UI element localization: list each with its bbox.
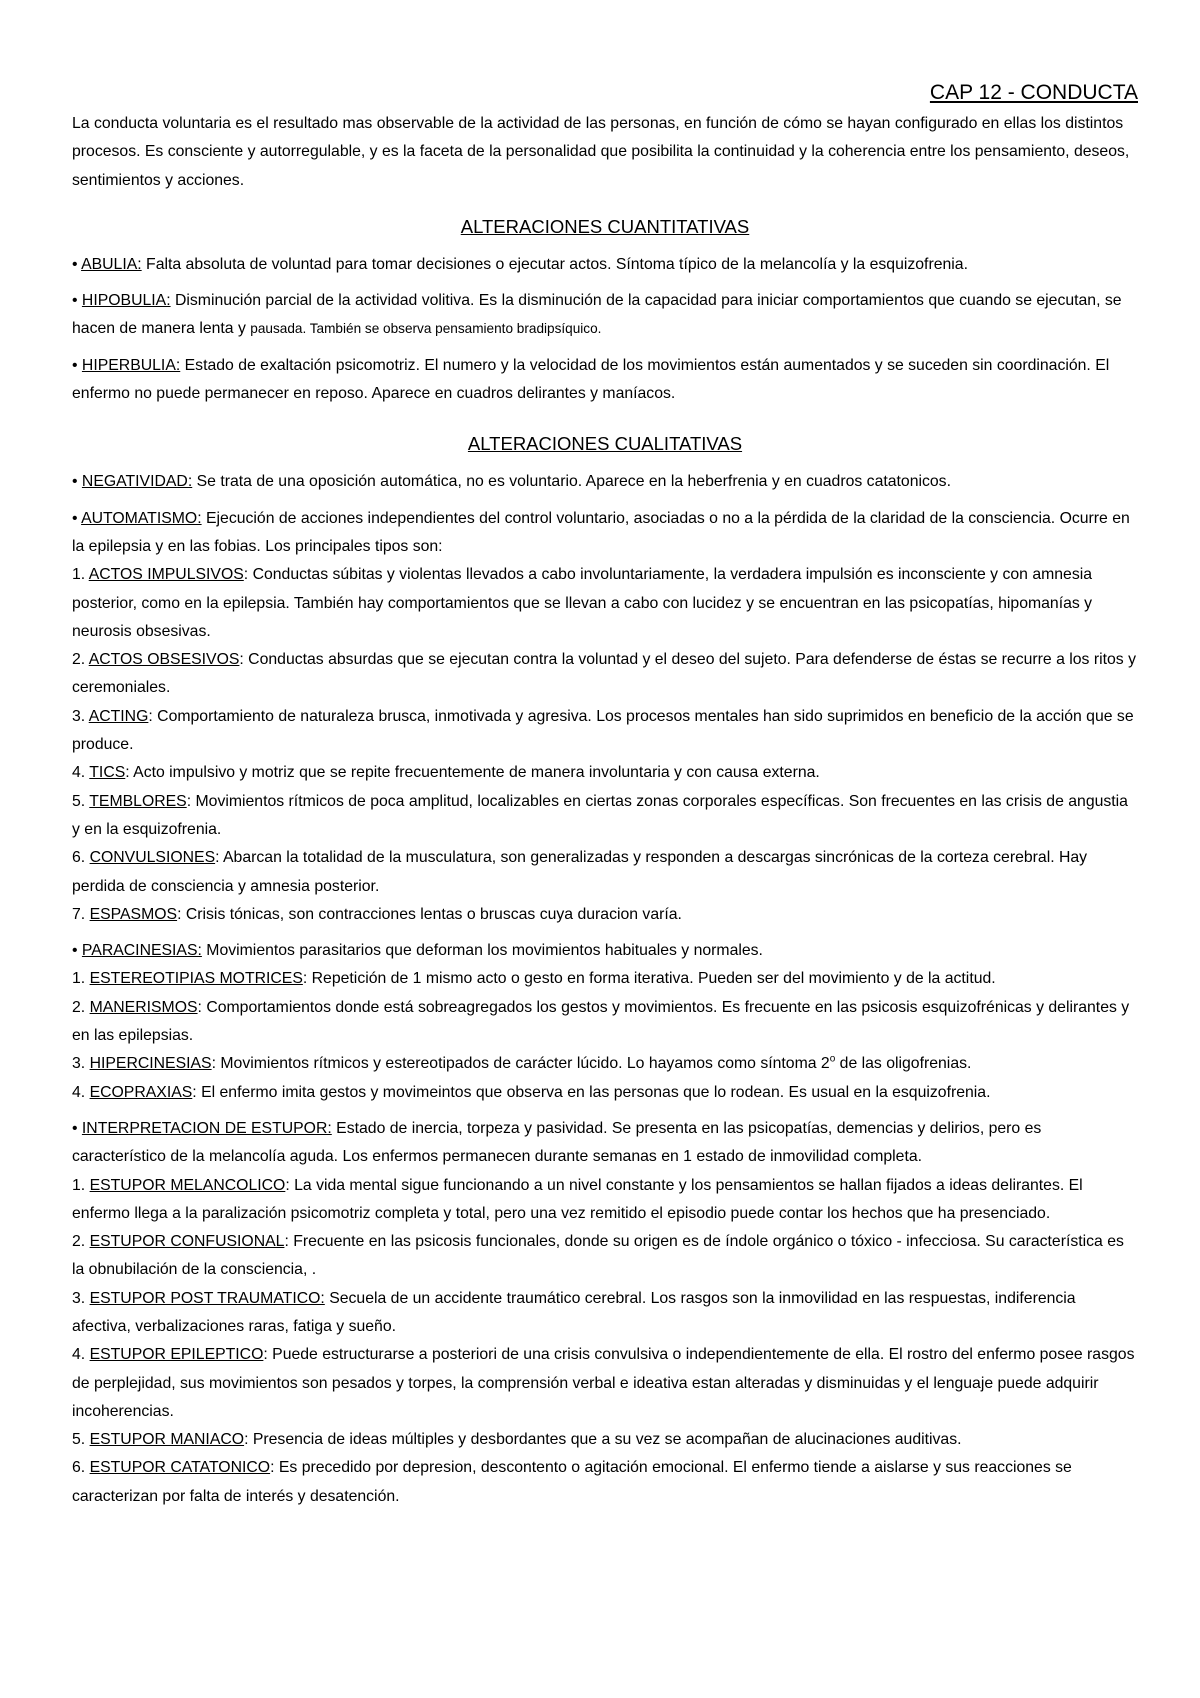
definition-hipobulia: Disminución parcial de la actividad volitiva. Es la disminución de la capacidad para iniciar comportamientos que cuando se ejecutan, se hacen de manera lenta y	[72, 292, 1122, 338]
list-item	[72, 1228, 1138, 1285]
entry-abulia-line	[72, 251, 1138, 279]
entry-negatividad-line	[72, 468, 1138, 496]
intro-paragraph: La conducta voluntaria es el resultado mas observable de la actividad de las personas, en función de cómo se hayan configurado en ellas los distintos procesos. Es consciente y autorregulable, y es la faceta de la personalidad que posibilita la continuidad y la coherencia entre los pensamiento, deseos, sentimientos y acciones.	[72, 115, 1130, 189]
entry-hiperbulia	[72, 352, 1138, 409]
item-number: 6.	[72, 1459, 90, 1477]
list-item	[72, 1050, 1138, 1078]
definition-negatividad: Se trata de una oposición automática, no es voluntario. Aparece en la heberfrenia y en cuadros catatonicos.	[192, 473, 951, 491]
entry-estupor-line	[72, 1115, 1138, 1172]
section-title-cuantitativas: ALTERACIONES CUANTITATIVAS	[460, 215, 750, 237]
definition-estupor: Estado de inercia, torpeza y pasividad. Se presenta en las psicopatías, demencias y delirios, pero es característico de la melancolía aguda. Los enfermos permanecen durante semanas en 1 estado de inmovilidad completa.	[72, 1119, 1042, 1166]
item-text: : Repetición de 1 mismo acto o gesto en forma iterativa. Pueden ser del movimiento y de la actitud.	[302, 970, 996, 988]
list-item	[72, 994, 1138, 1051]
definition-automatismo: Ejecución de acciones independientes del control voluntario, asociadas o no a la pérdida de la claridad de la consciencia. Ocurre en la epilepsia y en las fobias. Los principales tipos son:	[72, 509, 1130, 555]
list-item	[72, 844, 1138, 901]
entry-automatismo	[72, 505, 1138, 929]
entry-hipobulia	[72, 287, 1138, 344]
bullet: •	[72, 356, 82, 374]
item-term: MANERISMOS	[89, 998, 198, 1016]
item-number: 3.	[72, 1055, 90, 1073]
bullet: •	[72, 473, 82, 491]
item-text: : La vida mental sigue funcionando a un nivel constante y los pensamientos se hallan fijados a ideas delirantes. El enfermo llega a la paralización psicomotriz completa y total, pero una vez remitido el episodio puede contar los hechos que ha presenciado.	[72, 1176, 1083, 1222]
term-hiperbulia: HIPERBULIA:	[81, 356, 181, 374]
item-term: ACTOS OBSESIVOS	[88, 651, 240, 669]
item-number: 2.	[72, 998, 90, 1016]
bullet: •	[72, 1119, 82, 1137]
term-hipobulia: HIPOBULIA:	[81, 292, 171, 310]
definition-paracinesias: Movimientos parasitarios que deforman los movimientos habituales y normales.	[201, 942, 763, 960]
item-number: 1.	[72, 970, 90, 988]
list-item	[72, 1079, 1138, 1107]
item-number: 3.	[72, 1289, 90, 1307]
entry-paracinesias	[72, 937, 1138, 1107]
item-text: : Puede estructurarse a posteriori de una crisis convulsiva o independientemente de ella. El rostro del enfermo posee rasgos de perplejidad, sus movimientos son pesados y torpes, la comprensión verbal e ideativa estan alteradas y disminuidas y el lenguaje puede adquirir incoherencias.	[72, 1346, 1135, 1420]
term-negatividad: NEGATIVIDAD:	[81, 473, 193, 491]
list-item	[72, 1454, 1138, 1511]
section-title-cualitativas: ALTERACIONES CUALITATIVAS	[467, 433, 743, 455]
item-term: ACTOS IMPULSIVOS	[88, 566, 244, 584]
item-text: : Comportamientos donde está sobreagregados los gestos y movimientos. Es frecuente en las psicosis esquizofrénicas y delirantes y en las epilepsias.	[72, 998, 1130, 1045]
entry-hiperbulia-line	[72, 352, 1138, 409]
entry-paracinesias-line	[72, 937, 1138, 965]
entry-estupor	[72, 1115, 1138, 1511]
entry-abulia	[72, 251, 1138, 279]
term-abulia: ABULIA:	[81, 255, 142, 273]
item-term: ESTUPOR CONFUSIONAL	[89, 1233, 285, 1251]
item-text: : Presencia de ideas múltiples y desbordantes que a su vez se acompañan de alucinaciones auditivas.	[244, 1431, 962, 1449]
item-number: 4.	[72, 764, 90, 782]
definition-abulia: Falta absoluta de voluntad para tomar decisiones o ejecutar actos. Síntoma típico de la melancolía y la esquizofrenia.	[141, 255, 968, 273]
item-term: ACTING	[88, 707, 149, 725]
item-term: ESPASMOS	[89, 905, 178, 923]
item-term: TICS	[89, 764, 126, 782]
item-number: 6.	[72, 849, 90, 867]
item-number: 5.	[72, 1431, 90, 1449]
entry-automatismo-line	[72, 505, 1138, 562]
item-number: 3.	[72, 707, 89, 725]
item-number: 1.	[72, 566, 89, 584]
item-term: ECOPRAXIAS	[89, 1083, 193, 1101]
item-term: ESTUPOR EPILEPTICO	[89, 1346, 264, 1364]
definition-hipobulia-small: pausada. También se observa pensamiento bradipsíquico.	[250, 321, 602, 337]
list-item	[72, 1426, 1138, 1454]
item-text: : Crisis tónicas, son contracciones lentas o bruscas cuya duracion varía.	[177, 905, 682, 923]
item-term: ESTUPOR MELANCOLICO	[89, 1176, 286, 1194]
item-text: : El enfermo imita gestos y movimeintos que observa en las personas que lo rodean. Es usual en la esquizofrenia.	[192, 1083, 991, 1101]
superscript-ordinal: o	[829, 1054, 836, 1066]
item-term: HIPERCINESIAS	[89, 1055, 212, 1073]
item-text: : Es precedido por depresion, descontento o agitación emocional. El enfermo tiende a aislarse y sus reacciones se caracterizan por falta de interés y desatención.	[72, 1459, 1072, 1505]
item-number: 4.	[72, 1083, 90, 1101]
item-text: : Comportamiento de naturaleza brusca, inmotivada y agresiva. Los procesos mentales han sido suprimidos en beneficio de la acción que se produce.	[72, 707, 1134, 754]
term-estupor: INTERPRETACION DE ESTUPOR:	[81, 1119, 332, 1137]
item-term: CONVULSIONES	[89, 849, 216, 867]
list-item	[72, 703, 1138, 760]
item-number: 4.	[72, 1346, 90, 1364]
item-text: : Conductas súbitas y violentas llevados a cabo involuntariamente, la verdadera impulsión es inconsciente y con amnesia posterior, como en la epilepsia. También hay comportamientos que se llevan a cabo con lucidez y se encuentran en las psicopatías, hipomanías y neurosis obsesivas.	[72, 566, 1093, 640]
item-text: : Acto impulsivo y motriz que se repite frecuentemente de manera involuntaria y con causa externa.	[125, 764, 820, 782]
item-text: : Abarcan la totalidad de la musculatura, son generalizadas y responden a descargas sincrónicas de la corteza cerebral. Hay perdida de consciencia y amnesia posterior.	[72, 849, 1088, 895]
term-automatismo: AUTOMATISMO:	[81, 509, 202, 527]
item-text: : Movimientos rítmicos de poca amplitud, localizables en ciertas zonas corporales específicas. Son frecuentes en las crisis de angustia y en la esquizofrenia.	[72, 792, 1128, 838]
item-term: ESTUPOR CATATONICO	[89, 1459, 271, 1477]
list-item	[72, 561, 1138, 646]
list-item	[72, 901, 1138, 929]
item-number: 7.	[72, 905, 90, 923]
list-item	[72, 646, 1138, 703]
item-number: 1.	[72, 1176, 90, 1194]
item-text: : Conductas absurdas que se ejecutan contra la voluntad y el deseo del sujeto. Para defenderse de éstas se recurre a los ritos y ceremoniales.	[72, 651, 1136, 697]
item-number: 5.	[72, 792, 90, 810]
bullet: •	[72, 942, 82, 960]
term-paracinesias: PARACINESIAS:	[81, 942, 202, 960]
list-item	[72, 1172, 1138, 1229]
list-item	[72, 788, 1138, 845]
bullet: •	[72, 509, 82, 527]
entry-negatividad	[72, 468, 1138, 496]
item-term: TEMBLORES	[89, 792, 187, 810]
item-text-end: de las oligofrenias.	[835, 1055, 972, 1073]
item-term: ESTEREOTIPIAS MOTRICES	[89, 970, 303, 988]
item-term: ESTUPOR MANIACO	[89, 1431, 245, 1449]
definition-hiperbulia: Estado de exaltación psicomotriz. El numero y la velocidad de los movimientos están aumentados y se suceden sin coordinación. El enfermo no puede permanecer en reposo. Aparece en cuadros delirantes y maníacos.	[72, 356, 1110, 403]
bullet: •	[72, 292, 82, 310]
item-text: Secuela de un accidente traumático cerebral. Los rasgos son la inmovilidad en las respuestas, indiferencia afectiva, verbalizaciones raras, fatiga y sueño.	[72, 1289, 1076, 1335]
list-item	[72, 1341, 1138, 1426]
entry-hipobulia-line	[72, 287, 1138, 344]
item-text: : Frecuente en las psicosis funcionales, donde su origen es de índole orgánico o tóxico - infecciosa. Su característica es la obnubilación de la consciencia, .	[72, 1233, 1124, 1279]
bullet: •	[72, 255, 82, 273]
list-item	[72, 1285, 1138, 1342]
page-title: CAP 12 - CONDUCTA	[929, 81, 1138, 104]
item-number: 2.	[72, 1233, 90, 1251]
item-term: ESTUPOR POST TRAUMATICO:	[89, 1289, 325, 1307]
list-item	[72, 965, 1138, 993]
item-text: : Movimientos rítmicos y estereotipados de carácter lúcido. Lo hayamos como síntoma 2	[211, 1055, 830, 1073]
list-item	[72, 759, 1138, 787]
item-number: 2.	[72, 651, 89, 669]
